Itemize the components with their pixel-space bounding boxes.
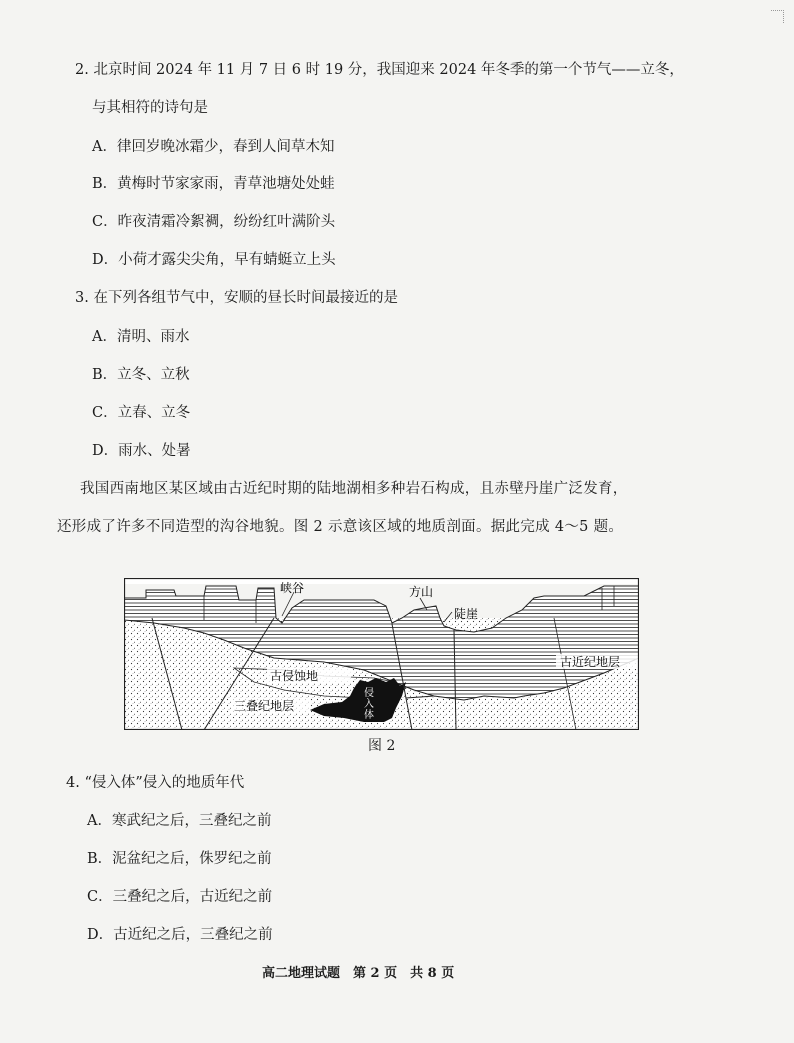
- label-canyon: 峡谷: [280, 581, 305, 595]
- label-intrusion-char3: 体: [364, 710, 374, 721]
- geologic-cross-section-figure: [124, 578, 639, 730]
- passage-line1: 我国西南地区某区域由古近纪时期的陆地湖相多种岩石构成，且赤壁丹崖广泛发育，: [80, 481, 628, 497]
- q4-option-b: B．泥盆纪之后，侏罗纪之前: [87, 851, 272, 867]
- q3-option-d: D．雨水、处暑: [92, 443, 191, 459]
- label-paleo-erosion: 古侵蚀地: [270, 669, 319, 683]
- q2-option-c: C．昨夜清霜冷絮裯，纷纷红叶满阶头: [92, 214, 336, 230]
- figure-caption: 图 2: [368, 738, 396, 754]
- q4-option-c: C．三叠纪之后，古近纪之前: [87, 889, 273, 905]
- q2-stem-line1: 2. 北京时间 2024 年 11 月 7 日 6 时 19 分，我国迎来 2024 年冬季的第一个节气——立冬，: [75, 62, 684, 78]
- q4-stem: 4. “侵入体”侵入的地质年代: [66, 775, 245, 791]
- label-triassic-strata: 三叠纪地层: [234, 699, 295, 713]
- label-paleogene-strata: 古近纪地层: [560, 655, 621, 669]
- q4-option-a: A．寒武纪之后，三叠纪之前: [87, 813, 272, 829]
- q2-option-a: A．律回岁晚冰霜少，春到人间草木知: [92, 139, 335, 155]
- q2-option-b: B．黄梅时节家家雨，青草池塘处处蛙: [92, 176, 335, 192]
- q3-option-c: C．立春、立冬: [92, 405, 191, 421]
- q3-option-a: A．清明、雨水: [92, 329, 190, 345]
- q3-option-b: B．立冬、立秋: [92, 367, 190, 383]
- q2-option-d: D．小荷才露尖尖角，早有蜻蜓立上头: [92, 252, 336, 268]
- label-cliff: 陡崖: [454, 607, 479, 621]
- label-mesa: 方山: [409, 585, 434, 599]
- passage-line2: 还形成了许多不同造型的沟谷地貌。图 2 示意该区域的地质剖面。据此完成 4～5 题。: [57, 519, 624, 535]
- q2-stem-line2: 与其相符的诗句是: [92, 100, 208, 116]
- label-intrusion-vertical: [364, 687, 374, 721]
- label-intrusion-char2: 入: [364, 699, 374, 710]
- q4-option-d: D．古近纪之后，三叠纪之前: [87, 927, 273, 943]
- label-intrusion-char1: 侵: [364, 688, 374, 699]
- q3-stem: 3. 在下列各组节气中，安顺的昼长时间最接近的是: [75, 290, 398, 306]
- scan-corner-mark: [771, 10, 784, 23]
- page-footer: 高二地理试题 第 2 页 共 8 页: [262, 966, 455, 981]
